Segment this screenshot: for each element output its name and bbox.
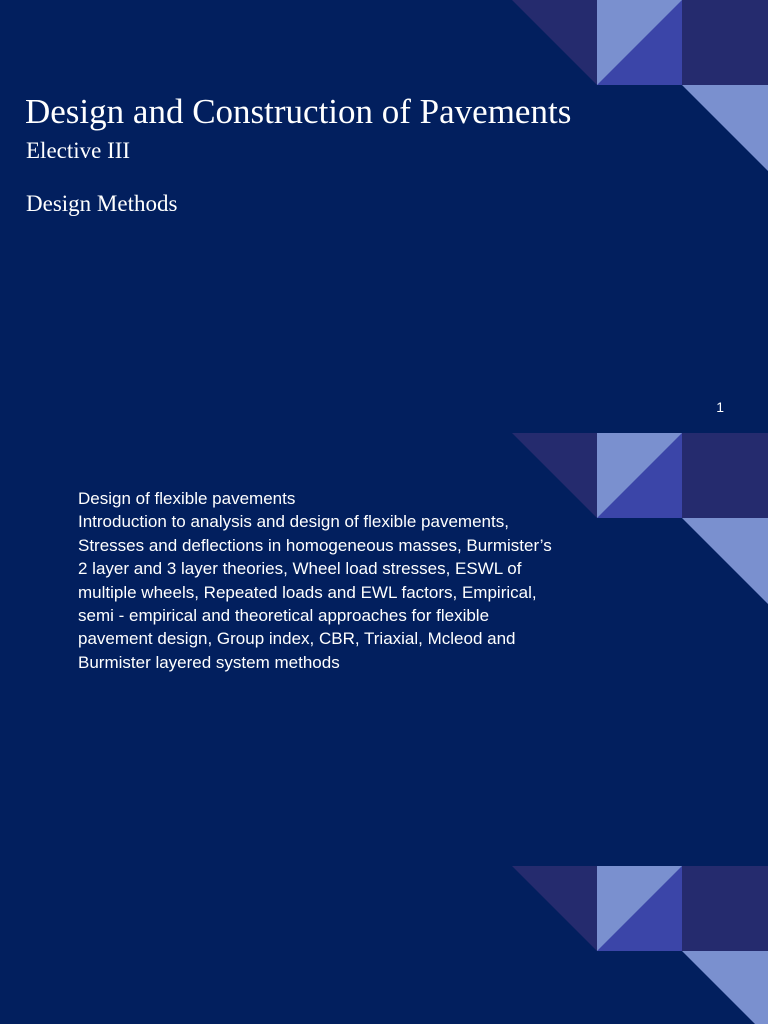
slide-subtitle: Elective III (26, 138, 131, 163)
deco-triangle-light-lower (682, 518, 768, 604)
deco-square-dark (682, 0, 768, 85)
syllabus-line: multiple wheels, Repeated loads and EWL factors, Empirical, (78, 582, 537, 602)
deco-triangle-light-lower (682, 85, 768, 171)
deco-square-dark (682, 433, 768, 518)
syllabus-text-block (78, 487, 638, 674)
syllabus-line: Stresses and deflections in homogeneous masses, Burmister’s (78, 535, 552, 555)
slide-title: Design and Construction of Pavements (25, 92, 572, 131)
section-heading: Design Methods (26, 191, 178, 216)
syllabus-heading: Design of flexible pavements (78, 489, 296, 508)
slide-3 (0, 866, 768, 1024)
deco-triangle-light-lower (682, 951, 768, 1024)
deco-triangle-dark-left (512, 0, 597, 85)
page-number: 1 (716, 399, 724, 415)
deco-square-dark (682, 866, 768, 951)
syllabus-line: Introduction to analysis and design of flexible pavements, (78, 512, 509, 532)
slide-2 (0, 433, 768, 866)
deco-triangle-dark-left (512, 866, 597, 951)
syllabus-line: 2 layer and 3 layer theories, Wheel load stresses, ESWL of (78, 559, 522, 579)
corner-triangle-decoration (512, 866, 768, 1024)
syllabus-line: Burmister layered system methods (78, 652, 340, 672)
slide-1 (0, 0, 768, 433)
syllabus-line: pavement design, Group index, CBR, Triaxial, Mcleod and (78, 629, 516, 649)
syllabus-line: semi - empirical and theoretical approaches for flexible (78, 606, 490, 626)
